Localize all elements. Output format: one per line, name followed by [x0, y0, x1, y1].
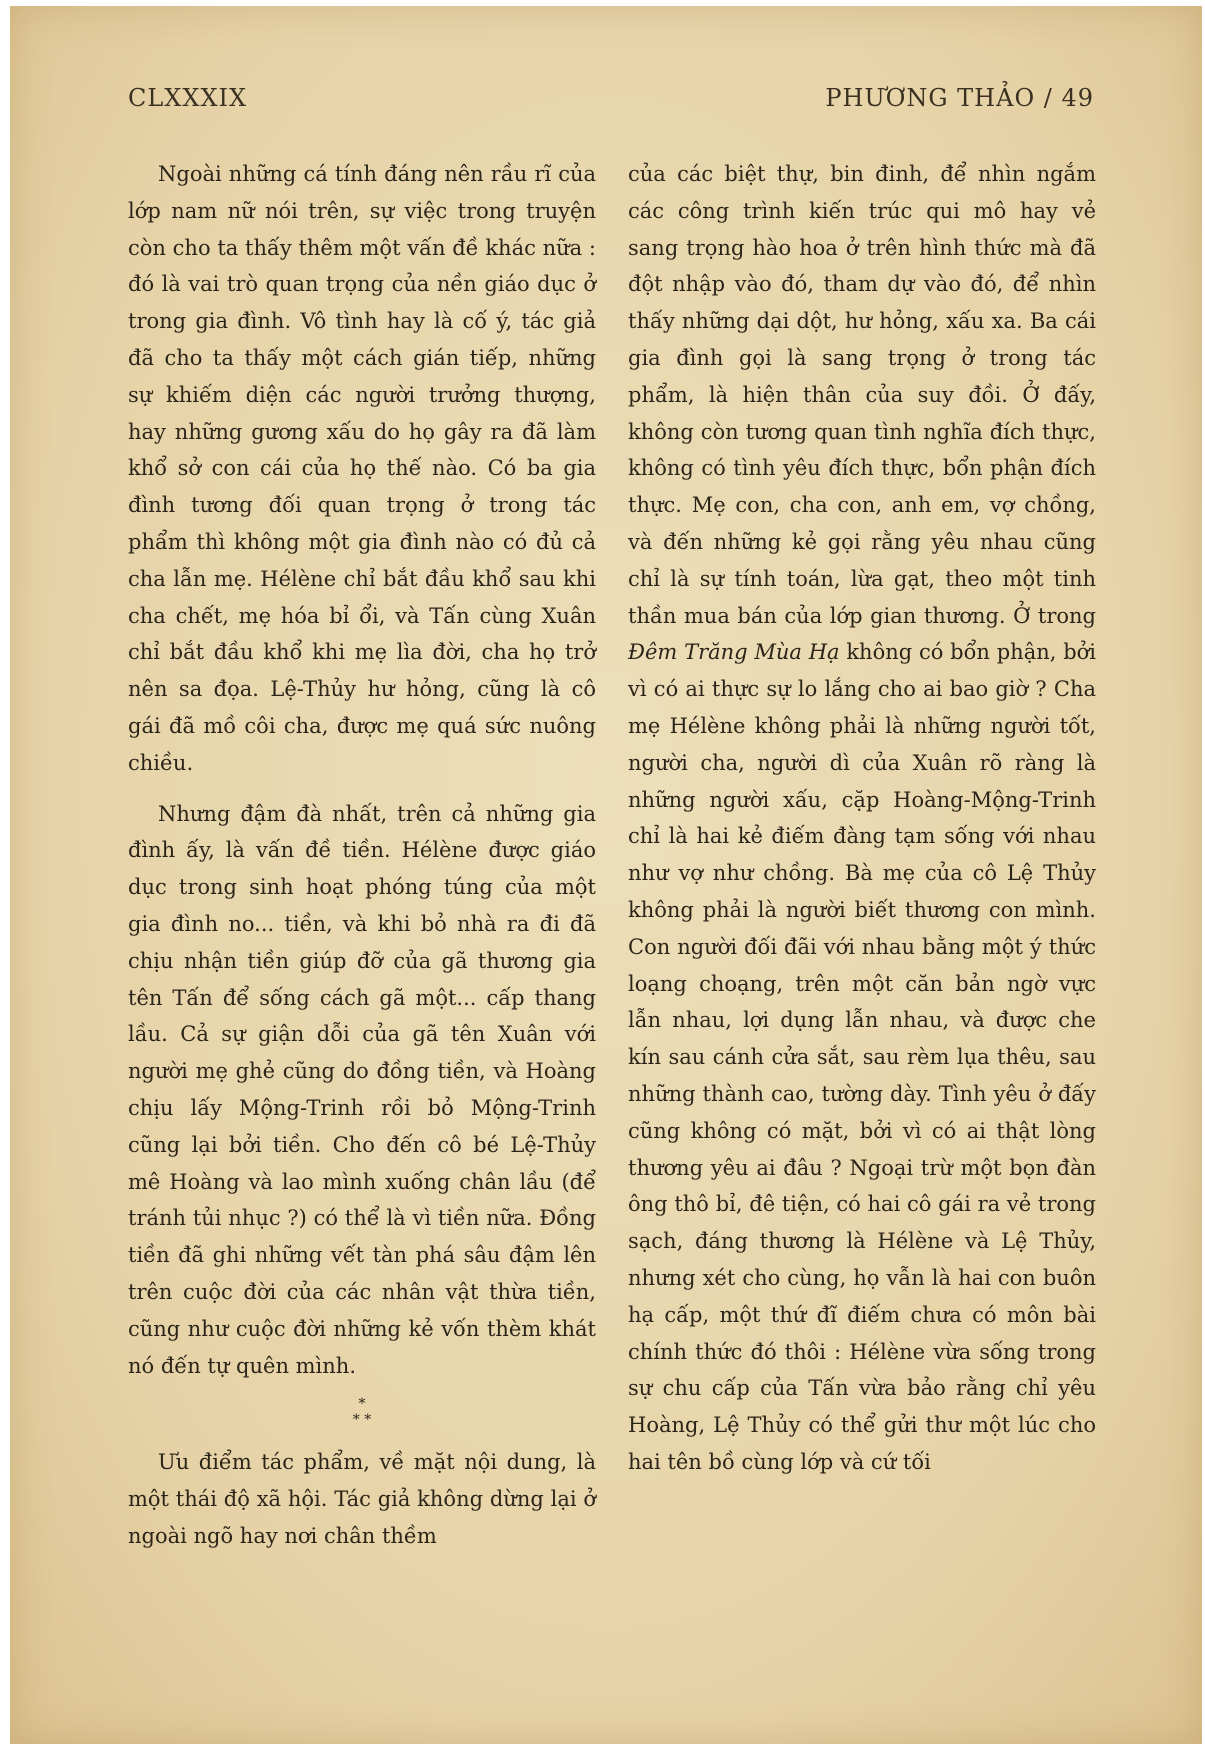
page-header: [128, 84, 1094, 124]
chapter-number: CLXXXIX: [128, 84, 248, 112]
divider-stars-bottom: * *: [352, 1412, 372, 1429]
book-title: Đêm Trăng Mùa Hạ: [628, 640, 840, 665]
section-divider: [128, 1384, 596, 1444]
book-page: [10, 6, 1202, 1744]
paragraph-text: không có bổn phận, bởi vì có ai thực sự lo lắng cho ai bao giờ ? Cha mẹ Hélène không phải là những người tốt, người cha, người dì của Xuân rõ ràng là những người xấu, cặp Hoàng-Mộng-Trinh chỉ là hai kẻ điếm đàng tạm sống với nhau như vợ như chồng. Bà mẹ của cô Lệ Thủy không phải là người biết thương con mình. Con người đối đãi với nhau bằng một ý thức loạng choạng, trên một căn bản ngờ vực lẫn nhau, lợi dụng lẫn nhau, và được che kín sau cánh cửa sắt, sau rèm lụa thêu, sau những thành cao, tường dày. Tình yêu ở đấy cũng không có mặt, bởi vì có ai thật lòng thương yêu ai đâu ? Ngoại trừ một bọn đàn ông thô bỉ, đê tiện, có hai cô gái ra vẻ trong sạch, đáng thương là Hélène và Lệ Thủy, nhưng xét cho cùng, họ vẫn là hai con buôn hạ cấp, một thứ đĩ điếm chưa có môn bài chính thức đó thôi : Hélène vừa sống trong sự chu cấp của Tấn vừa bảo rằng chỉ yêu Hoàng, Lệ Thủy có thể gửi thư một lúc cho hai tên bồ cùng lớp và cứ tối: [628, 640, 1097, 1474]
paragraph: Nhưng đậm đà nhất, trên cả những gia đình ấy, là vấn đề tiền. Hélène được giáo dục trong sinh hoạt phóng túng của một gia đình no... tiền, và khi bỏ nhà ra đi đã chịu nhận tiền giúp đỡ của gã thương gia tên Tấn để sống cách gã một... cấp thang lầu. Cả sự giận dỗi của gã tên Xuân với người mẹ ghẻ cũng do đồng tiền, và Hoàng chịu lấy Mộng-Trinh rồi bỏ Mộng-Trinh cũng lại bởi tiền. Cho đến cô bé Lệ-Thủy mê Hoàng và lao mình xuống chân lầu (để tránh tủi nhục ?) có thể là vì tiền nữa. Đồng tiền đã ghi những vết tàn phá sâu đậm lên trên cuộc đời của các nhân vật thừa tiền, cũng như cuộc đời những kẻ vốn thèm khát nó đến tự quên mình.: [128, 801, 596, 1378]
paragraph-text: của các biệt thự, bin đinh, để nhìn ngắm các công trình kiến trúc qui mô hay vẻ sang trọng hào hoa ở trên hình thức mà đã đột nhập vào đó, tham dự vào đó, để nhìn thấy những dại dột, hư hỏng, xấu xa. Ba cái gia đình gọi là sang trọng ở trong tác phẩm, là hiện thân của suy đồi. Ở đấy, không còn tương quan tình nghĩa đích thực, không có tình yêu đích thực, bổn phận đích thực. Mẹ con, cha con, anh em, vợ chồng, và đến những kẻ gọi rằng yêu nhau cũng chỉ là sự tính toán, lừa gạt, theo một tinh thần mua bán của lớp gian thương. Ở trong: [628, 162, 1096, 628]
paragraph: Ngoài những cá tính đáng nên rầu rĩ của lớp nam nữ nói trên, sự việc trong truyện còn cho ta thấy thêm một vấn đề khác nữa : đó là vai trò quan trọng của nền giáo dục ở trong gia đình. Vô tình hay là cố ý, tác giả đã cho ta thấy một cách gián tiếp, những sự khiếm diện các người trưởng thượng, hay những gương xấu do họ gây ra đã làm khổ sở con cái của họ thế nào. Có ba gia đình tương đối quan trọng ở trong tác phẩm thì không một gia đình nào có đủ cả cha lẫn mẹ. Hélène chỉ bắt đầu khổ sau khi cha chết, mẹ hóa bỉ ổi, và Tấn cùng Xuân chỉ bắt đầu khổ khi mẹ lìa đời, cha họ trở nên sa đọa. Lệ-Thủy hư hỏng, cũng là cô gái đã mồ côi cha, được mẹ quá sức nuông chiều.: [128, 162, 596, 775]
paragraph: [628, 156, 1096, 1481]
divider-star-top: *: [358, 1396, 366, 1413]
left-column: [128, 156, 596, 1555]
paragraph: Ưu điểm tác phẩm, về mặt nội dung, là một thái độ xã hội. Tác giả không dừng lại ở ngoài ngõ hay nơi chân thềm: [128, 1450, 596, 1548]
running-title-page-number: PHƯƠNG THẢO / 49: [825, 84, 1094, 112]
right-column: [628, 156, 1096, 1481]
